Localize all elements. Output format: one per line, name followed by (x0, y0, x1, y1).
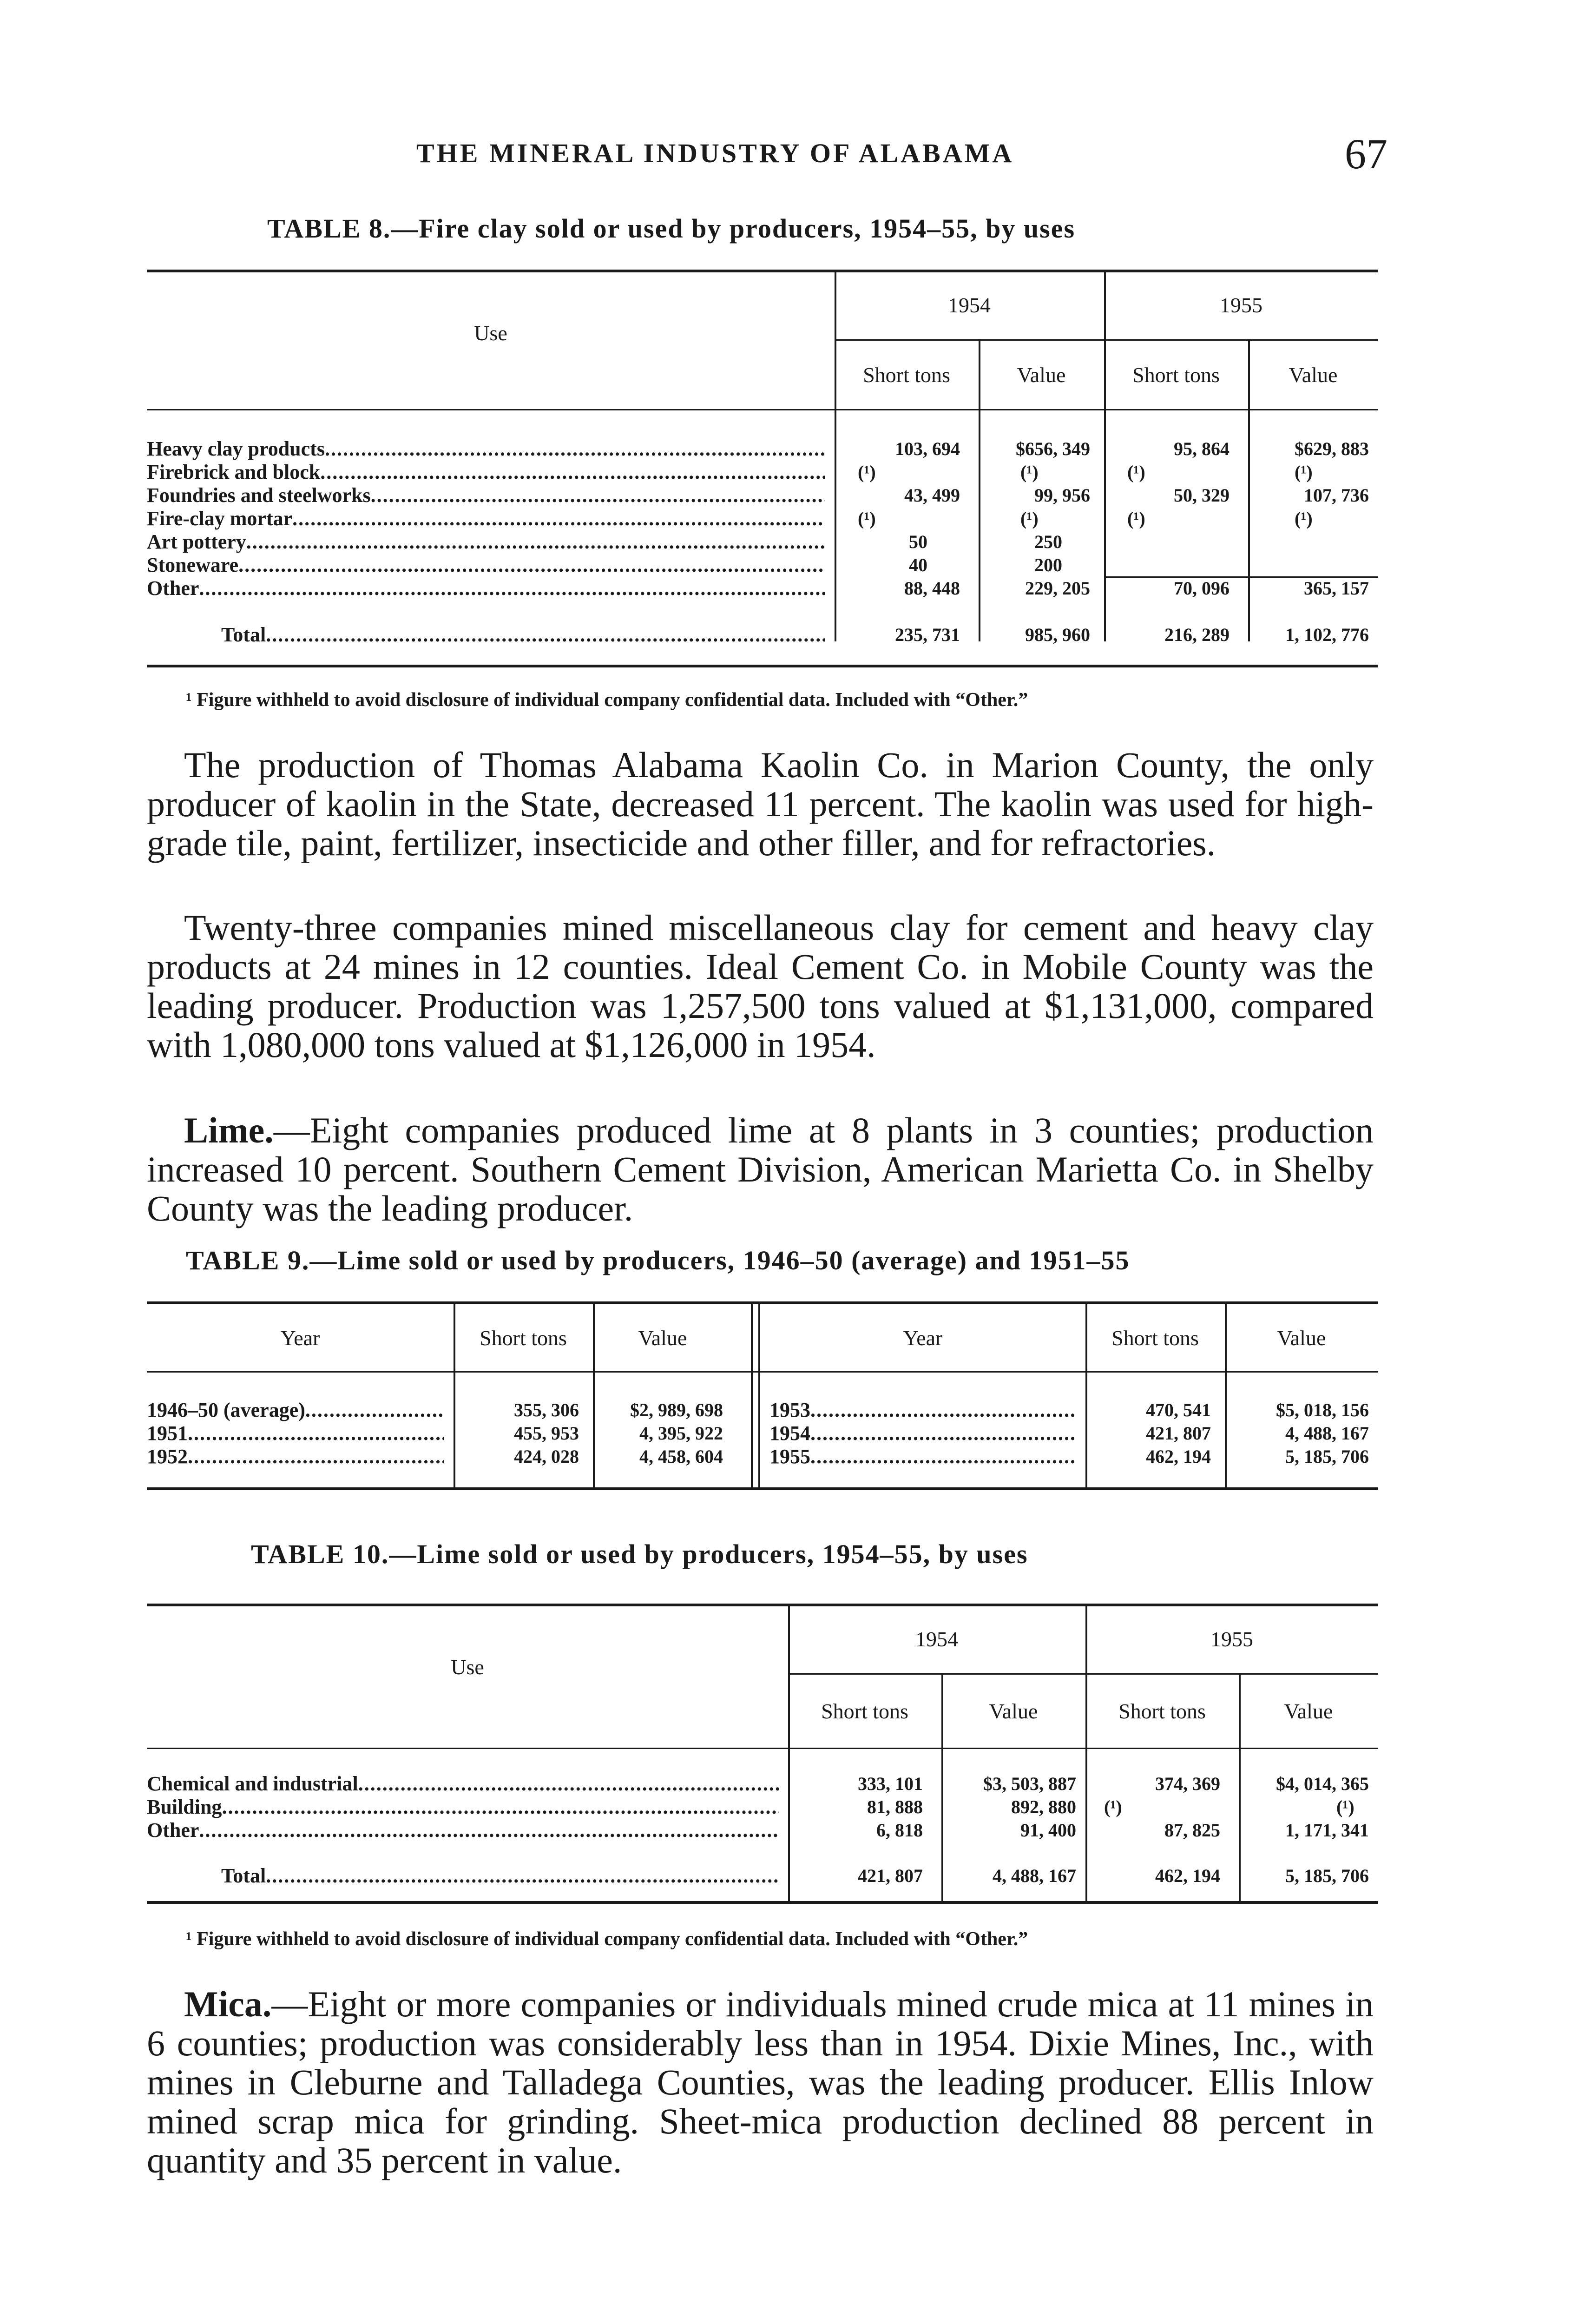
table10-sub-value-54: Value (989, 1699, 1038, 1723)
table8-year-1955: 1955 (1220, 293, 1262, 317)
total-tons-1954: 235, 731 (895, 624, 960, 645)
table9-bottom-rule (147, 1487, 1378, 1490)
table8-sub-value-54: Value (1017, 363, 1066, 387)
table8-sub-tons-54: Short tons (863, 363, 950, 387)
table10-year-1955: 1955 (1210, 1627, 1253, 1651)
total-tons-1955: 216, 289 (1164, 624, 1230, 645)
table10-caption: TABLE 10.—Lime sold or used by producers, 1954–55, by uses (251, 1539, 1028, 1569)
tons-1955: (¹) (1104, 1796, 1122, 1817)
tons-1954: 81, 888 (867, 1796, 923, 1817)
table8-year-rule (835, 339, 1378, 341)
total-label: Total ..... (221, 1864, 779, 1888)
year-label: 1953 ..... (769, 1398, 1076, 1422)
mica-runin: Mica. (184, 1984, 272, 2024)
table8-header-rule (147, 409, 1378, 410)
lime-runin: Lime. (184, 1110, 274, 1150)
tons-1954: (¹) (858, 462, 876, 482)
table10-bottom-rule (147, 1901, 1378, 1904)
table9-col-value-left: Value (638, 1326, 687, 1350)
row-label: Firebrick and block ..... (147, 460, 825, 484)
value-1955: 365, 157 (1304, 578, 1369, 599)
table9 (147, 1301, 1378, 1506)
value: 5, 185, 706 (1285, 1446, 1369, 1467)
year-label: 1954 ..... (769, 1421, 1076, 1445)
value: $2, 989, 698 (630, 1400, 723, 1420)
row-label: Other ..... (147, 1818, 779, 1842)
table10-col-use: Use (451, 1655, 484, 1679)
tons-1955: (¹) (1127, 462, 1145, 482)
running-title: THE MINERAL INDUSTRY OF ALABAMA (416, 138, 1014, 168)
tons-1954: 6, 818 (876, 1820, 923, 1841)
total-value-1954: 4, 488, 167 (993, 1865, 1076, 1886)
tons-1954: 103, 694 (895, 438, 960, 459)
value: 4, 488, 167 (1285, 1423, 1369, 1444)
value-1954: (¹) (1020, 508, 1039, 529)
value-1954: 892, 880 (1011, 1796, 1076, 1817)
row-label: Foundries and steelworks ..... (147, 483, 825, 507)
tons-1955: (¹) (1127, 508, 1145, 529)
year-label: 1951 ..... (147, 1421, 444, 1445)
table8-bottom-rule (147, 665, 1378, 667)
row-label: Chemical and industrial ..... (147, 1772, 779, 1796)
value-1955: (¹) (1295, 462, 1313, 482)
year-label: 1946–50 (average) ..... (147, 1398, 444, 1422)
paragraph-misc-clay: Twenty-three companies mined miscellaneous clay for cement and heavy clay products at 24 mines in 12 counties. Ideal Cement Co. in Mobile County was the leading producer. Production was 1,257,500 tons valued at $1,131,000, compared with 1,080,000 tons valued at $1,126,000 in 1954. (147, 907, 1374, 1065)
total-value-1955: 1, 102, 776 (1285, 624, 1369, 645)
mica-text: —Eight or more companies or individuals mined crude mica at 11 mines in 6 counties; production was considerably less than in 1954. Dixie Mines, Inc., with mines in Cleburne and Talladega Counties, was the leading producer. Ellis Inlow mined scrap mica for grinding. Sheet-mica production declined 88 percent in quantity and 35 percent in value. (147, 1984, 1374, 2180)
value-1954: $3, 503, 887 (983, 1773, 1076, 1794)
table9-vline-double-a (751, 1301, 753, 1487)
tons-1955: 95, 864 (1174, 438, 1230, 459)
page-number: 67 (1345, 130, 1387, 178)
table9-header-rule (147, 1371, 1378, 1373)
tons: 470, 541 (1146, 1400, 1211, 1420)
year-label: 1955 ..... (769, 1445, 1076, 1468)
table8-top-rule (147, 270, 1378, 272)
lime-text: —Eight companies produced lime at 8 plants in 3 counties; production increased 10 percent. Southern Cement Division, American Marietta Co. in Shelby County was the leading producer. (147, 1110, 1374, 1228)
value: 4, 395, 922 (639, 1423, 723, 1444)
value: 4, 458, 604 (639, 1446, 723, 1467)
tons: 424, 028 (514, 1446, 579, 1467)
paragraph-lime (147, 1111, 1374, 1228)
tons-1955: 87, 825 (1164, 1820, 1220, 1841)
total-tons-1955: 462, 194 (1155, 1865, 1220, 1886)
value-1955: (¹) (1295, 508, 1313, 529)
value-1955: 1, 171, 341 (1285, 1820, 1369, 1841)
value-1955: $629, 883 (1295, 438, 1369, 459)
table10-year-rule (788, 1673, 1378, 1675)
table8-year-1954: 1954 (948, 293, 991, 317)
total-value-1955: 5, 185, 706 (1285, 1865, 1369, 1886)
value-1954: (¹) (1020, 462, 1039, 482)
value-1954: 200 (1034, 555, 1062, 575)
table9-col-year-right: Year (903, 1326, 943, 1350)
table10-year-1954: 1954 (915, 1627, 958, 1651)
tons-1954: 50 (909, 531, 927, 552)
tons: 421, 807 (1146, 1423, 1211, 1444)
row-label: Other ..... (147, 576, 825, 600)
tons-1954: 43, 499 (904, 485, 960, 506)
value-1954: 229, 205 (1025, 578, 1090, 599)
table10-sub-value-55: Value (1284, 1699, 1333, 1723)
table9-col-tons-left: Short tons (480, 1326, 567, 1350)
table9-top-rule (147, 1301, 1378, 1304)
tons-1955: 70, 096 (1174, 578, 1230, 599)
table10 (147, 1604, 1378, 1929)
total-value-1954: 985, 960 (1025, 624, 1090, 645)
table8-sub-tons-55: Short tons (1132, 363, 1220, 387)
paragraph-mica (147, 1985, 1374, 2180)
table10-header-rule (147, 1748, 1378, 1749)
row-label: Heavy clay products ..... (147, 437, 825, 461)
value: $5, 018, 156 (1276, 1400, 1369, 1420)
tons-1954: 40 (909, 555, 927, 575)
value-1955: $4, 014, 365 (1276, 1773, 1369, 1794)
value-1954: 91, 400 (1020, 1820, 1076, 1841)
tons-1955: 374, 369 (1155, 1773, 1220, 1794)
value-1955: (¹) (1336, 1796, 1354, 1817)
table9-col-value-right: Value (1277, 1326, 1326, 1350)
paragraph-kaolin: The production of Thomas Alabama Kaolin Co. in Marion County, the only producer of kaolin in the State, decreased 11 percent. The kaolin was used for high-grade tile, paint, fertilizer, insecticide and other filler, and for refractories. (147, 745, 1374, 863)
table9-col-year-left: Year (280, 1326, 320, 1350)
total-label: Total ..... (221, 623, 825, 647)
tons: 462, 194 (1146, 1446, 1211, 1467)
value-1954: 99, 956 (1034, 485, 1090, 506)
table9-col-tons-right: Short tons (1111, 1326, 1199, 1350)
row-label: Art pottery ..... (147, 530, 825, 554)
table10-top-rule (147, 1604, 1378, 1606)
table10-sub-tons-54: Short tons (821, 1699, 908, 1723)
tons-1954: 88, 448 (904, 578, 960, 599)
value-1955: 107, 736 (1304, 485, 1369, 506)
value-1954: 250 (1034, 531, 1062, 552)
row-label: Building ..... (147, 1795, 779, 1819)
table8-caption: TABLE 8.—Fire clay sold or used by producers, 1954–55, by uses (267, 213, 1076, 244)
tons: 455, 953 (514, 1423, 579, 1444)
running-head (147, 129, 1387, 176)
value-1954: $656, 349 (1016, 438, 1090, 459)
table8-footnote: ¹ Figure withheld to avoid disclosure of individual company confidential data. Included with “Other.” (186, 689, 1028, 711)
tons-1954: (¹) (858, 508, 876, 529)
table9-caption: TABLE 9.—Lime sold or used by producers, 1946–50 (average) and 1951–55 (186, 1245, 1130, 1275)
tons-1955: 50, 329 (1174, 485, 1230, 506)
row-label: Stoneware ..... (147, 553, 825, 577)
table10-sub-tons-55: Short tons (1118, 1699, 1206, 1723)
total-tons-1954: 421, 807 (858, 1865, 923, 1886)
year-label: 1952 ..... (147, 1445, 444, 1468)
tons-1954: 333, 101 (858, 1773, 923, 1794)
table8-sub-value-55: Value (1289, 363, 1338, 387)
tons: 355, 306 (514, 1400, 579, 1420)
table8 (147, 270, 1378, 669)
table8-col-use: Use (474, 321, 507, 345)
table10-footnote: ¹ Figure withheld to avoid disclosure of individual company confidential data. Included with “Other.” (186, 1928, 1028, 1950)
row-label: Fire-clay mortar ..... (147, 507, 825, 530)
